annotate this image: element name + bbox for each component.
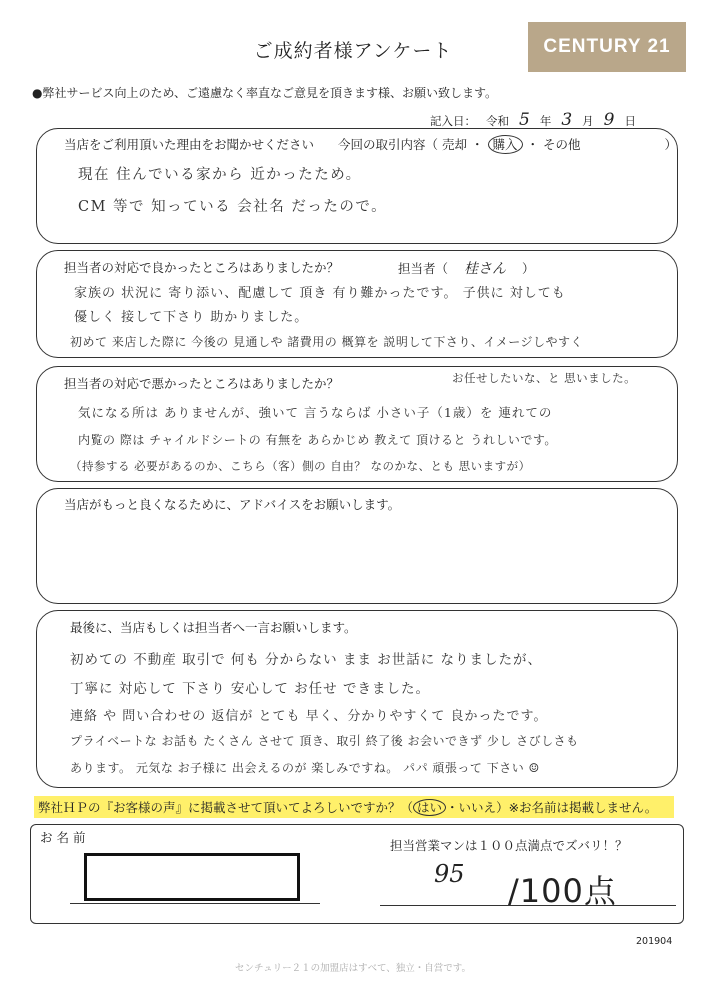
date-day: 9 [603,110,615,130]
date-month: 3 [561,110,573,130]
staff-close: ） [521,261,535,276]
deal-sell: 売却 [442,137,468,152]
score-value: 95 [434,860,465,888]
staff-label: 担当者（ [398,261,449,276]
q2-continuation: お任せしたいな、と 思いました。 [452,371,637,385]
consent-separator: ・ [446,800,459,815]
deal-label: 今回の取引内容（ [338,137,439,152]
q4-label: 当店がもっと良くなるために、アドバイスをお願いします。 [64,497,401,512]
staff-name: 桂さん [464,261,506,277]
consent-note: ）※お名前は掲載しません。 [496,800,658,815]
date-day-unit: 日 [624,114,636,128]
consent-question: 弊社ＨＰの『お客様の声』に掲載させて頂いてよろしいですか？（ [38,800,414,815]
consent-yes-circled: はい [413,799,446,816]
form-code: 201904 [636,936,673,947]
q1-label: 当店をご利用頂いた理由をお聞かせください [64,137,315,152]
q2-answer-line: 優しく 接して下さり 助かりました。 [74,310,309,325]
q3-answer-line: 内覧の 際は チャイルドシートの 有無を あらかじめ 教えて 頂けると うれしいです。 [78,433,557,447]
deal-type-row [338,135,677,153]
q5-answer-line: 初めての 不動産 取引で 何も 分からない まま お世話に なりましたが、 [70,652,543,668]
q5-answer-line: 丁寧に 対応して 下さり 安心して お任せ できました。 [70,681,430,697]
name-redaction [84,853,300,901]
score-underline [380,905,676,906]
q1-answer-line: 現在 住んでいる家から 近かったため。 [78,167,362,183]
deal-other: その他 [543,137,581,152]
q5-label: 最後に、当店もしくは担当者へ一言お願いします。 [70,620,357,635]
deal-separator: ・ [471,137,484,152]
deal-buy-circled: 購入 [488,135,523,154]
score-max: /100点 [508,872,617,910]
disclaimer: センチュリー２１の加盟店はすべて、独立・自営です。 [234,963,472,974]
date-month-unit: 月 [582,114,594,128]
q2-answer-line: 家族の 状況に 寄り添い、配慮して 頂き 有り難かったです。 子供に 対しても [74,286,566,301]
date-year: 5 [519,110,530,130]
date-year-unit: 年 [539,114,552,128]
q3-label: 担当者の対応で悪かったところはありましたか？ [64,376,340,391]
q2-answer-line: 初めて 来店した際に 今後の 見通しや 諸費用の 概算を 説明して下さり、イメージしやすく [70,335,584,349]
date-era: 令和 [486,114,509,128]
century21-logo: CENTURY 21 [528,22,686,72]
date-label: 記入日： [430,114,476,128]
name-label: お 名 前 [40,830,86,845]
q5-answer-line: あります。 元気な お子様に 出会えるのが 楽しみですね。 パパ 頑張って 下さい ☺ [70,761,540,775]
q5-answer-line: プライベートな お話も たくさん させて 頂き、取引 終了後 お会いできず 少し さびしさも [70,734,579,748]
consent-row [38,798,657,816]
name-underline [70,903,320,904]
form-title: ご成約者様アンケート [253,40,453,62]
q1-answer-line: CM 等で 知っている 会社名 だったので。 [78,199,388,215]
score-label: 担当営業マンは１００点満点でズバリ！？ [390,838,628,853]
deal-close: ） [664,137,678,152]
deal-separator: ・ [526,137,540,152]
q3-answer-line: （持参する 必要があるのか、こちら（客）側の 自由？ なのかな、とも 思いますが） [70,459,531,473]
staff-row [398,258,535,278]
intro-text: ●弊社サービス向上のため、ご遠慮なく率直なご意見を頂きます様、お願い致します。 [32,86,498,100]
consent-no: いいえ [458,800,497,815]
q2-label: 担当者の対応で良かったところはありましたか？ [64,260,340,275]
q5-answer-line: 連絡 や 問い合わせの 返信が とても 早く、分かりやすくて 良かったです。 [70,709,548,724]
date-row [430,110,636,130]
q3-answer-line: 気になる所は ありませんが、強いて 言うならば 小さい子（1歳）を 連れての [78,405,553,420]
